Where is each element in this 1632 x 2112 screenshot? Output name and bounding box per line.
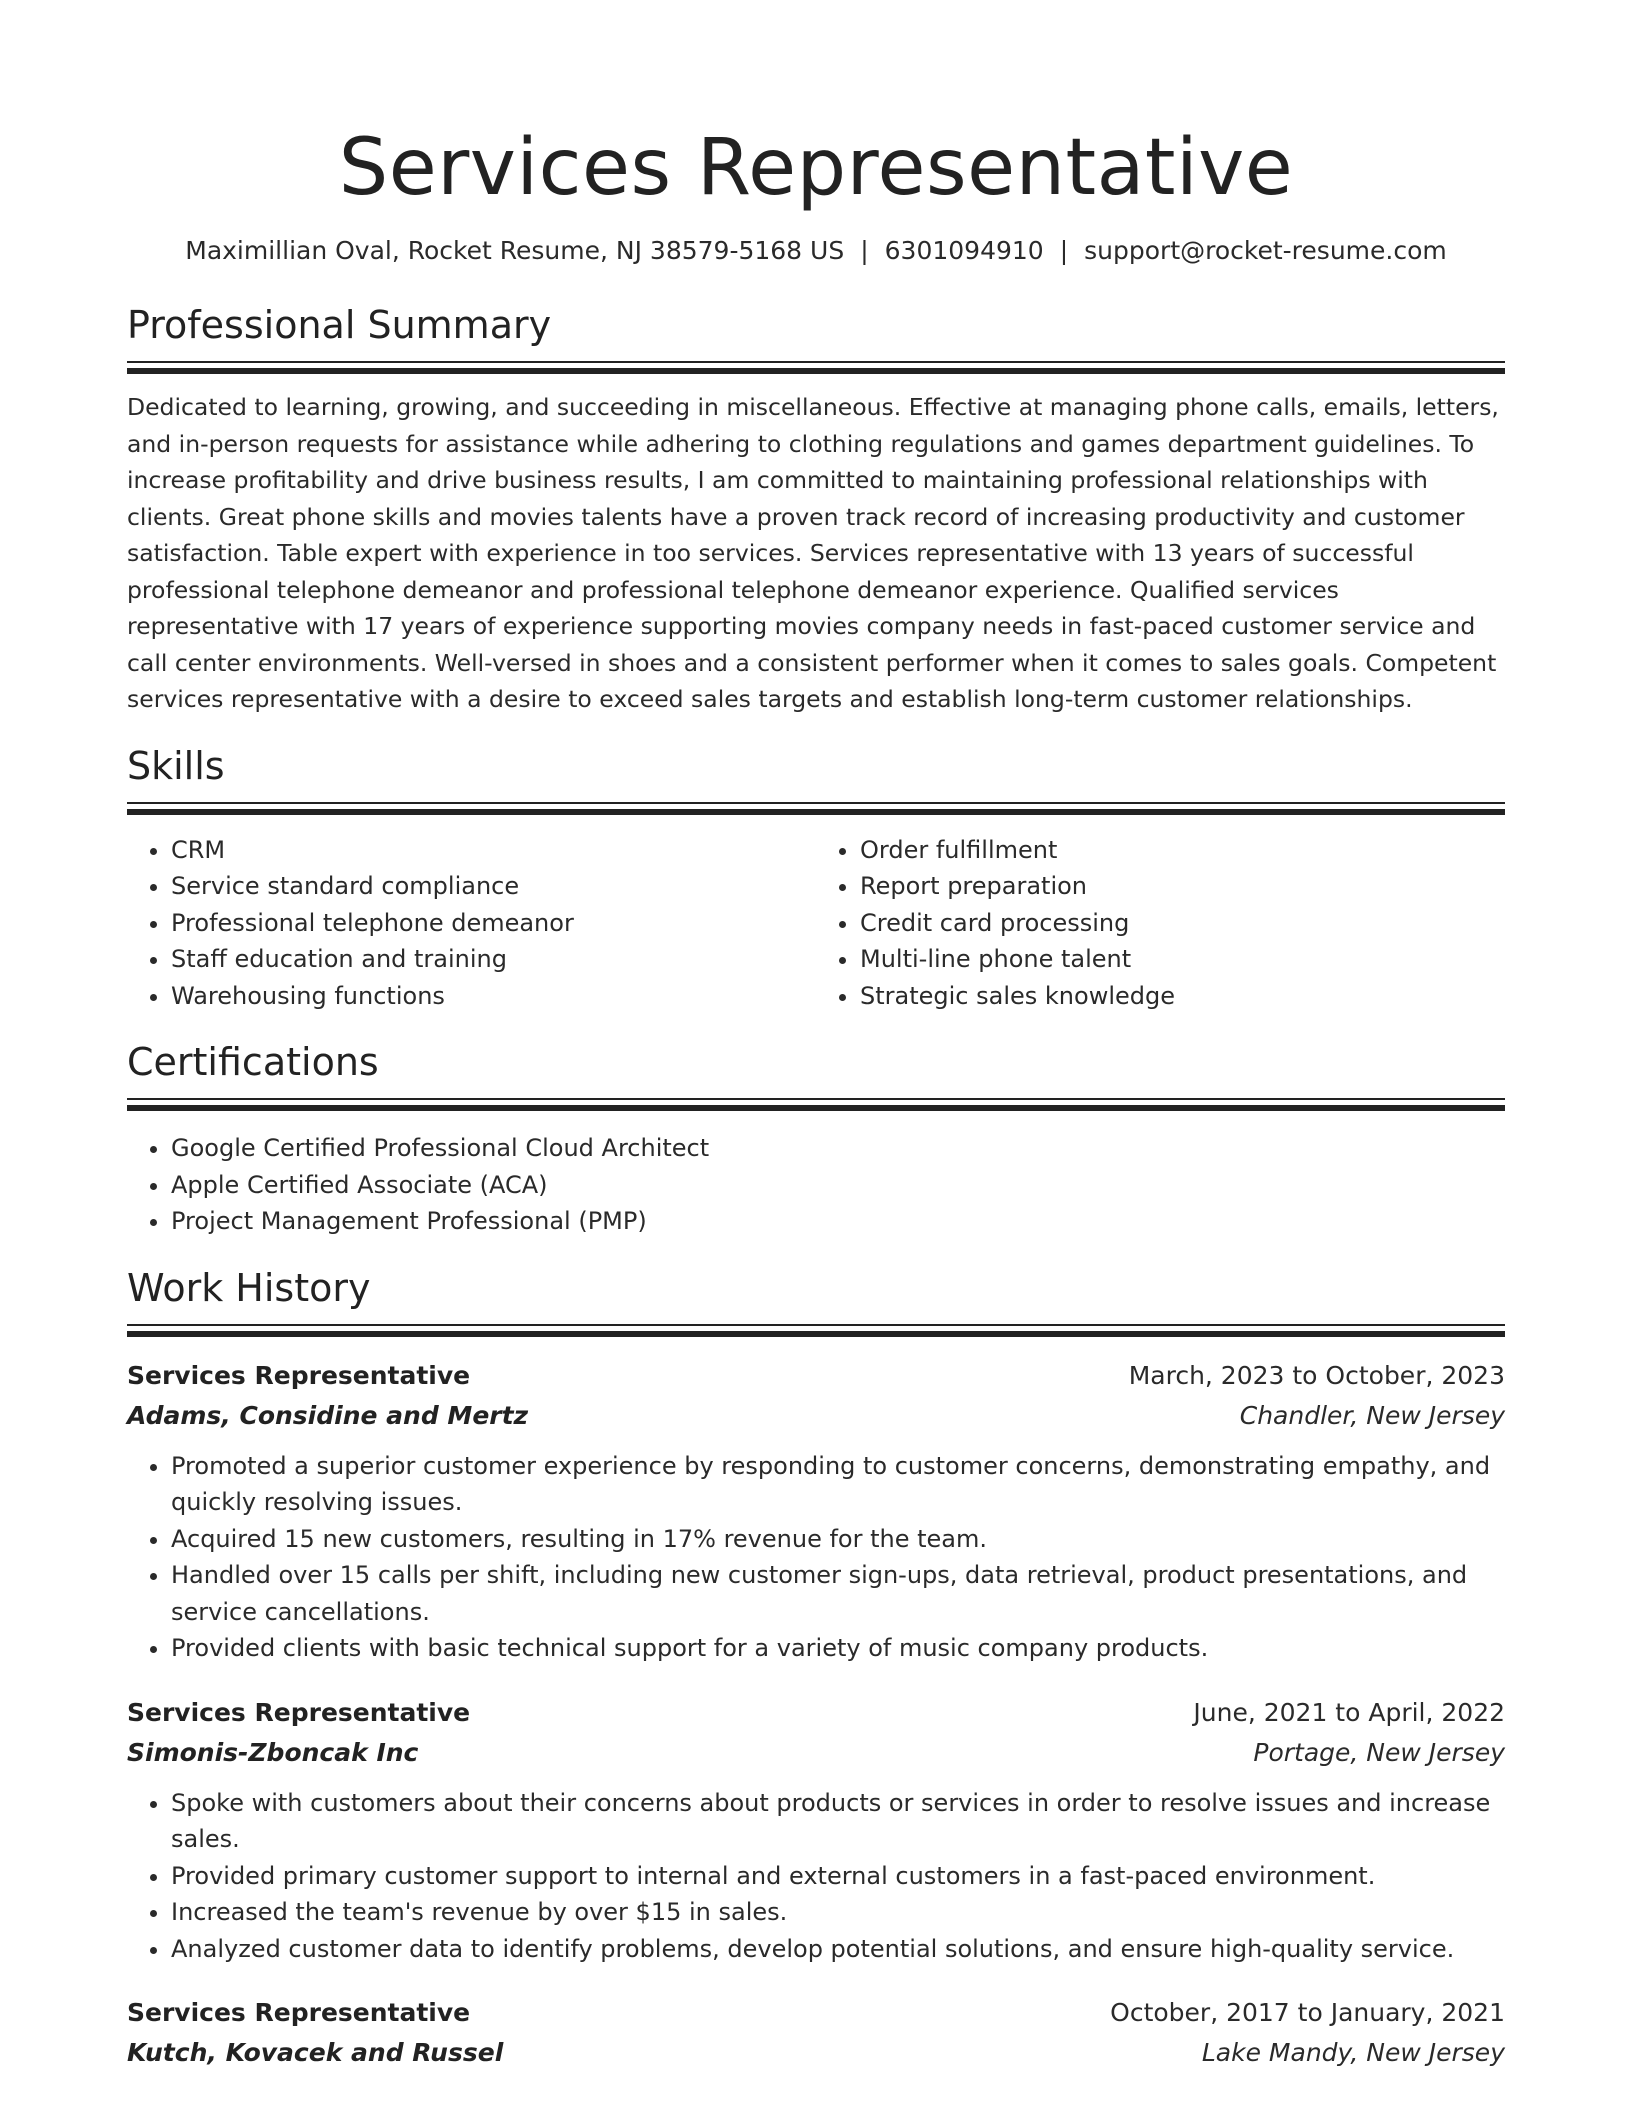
section-heading-summary: Professional Summary <box>127 303 552 347</box>
job-bullet: • Increased the team's revenue by over $15 in sales. <box>171 1894 1505 1931</box>
job-company-row <box>127 1396 1505 1436</box>
section-divider <box>127 1324 1505 1338</box>
section-divider <box>127 1098 1505 1112</box>
skill-item: • Credit card processing <box>860 905 1505 942</box>
skill-item: • Order fulfillment <box>860 832 1505 869</box>
summary-text: Dedicated to learning, growing, and succeeding in miscellaneous. Effective at managing phone calls, emails, letters, and in-person requests for assistance while adhering to clothing regulations and games department guidelines. To increase profitability and drive business results, I am committed to maintaining professional relationships with clients. Great phone skills and movies talents have a proven track record of increasing productivity and customer satisfaction. Table expert with experience in too services. Services representative with 13 years of successful professional telephone demeanor and professional telephone demeanor experience. Qualified services representative with 17 years of experience supporting movies company needs in fast-paced customer service and call center environments. Well-versed in shoes and a consistent performer when it comes to sales goals. Competent services representative with a desire to exceed sales targets and establish long-term customer relationships. <box>127 393 1499 713</box>
job-dates: March, 2023 to October, 2023 <box>1128 1360 1505 1390</box>
section-divider <box>127 361 1505 375</box>
contact-address: Maximillian Oval, Rocket Resume, NJ 38579-5168 US <box>185 236 845 265</box>
job-entry <box>127 1993 1505 2073</box>
job-company: Kutch, Kovacek and Russel <box>127 2038 504 2067</box>
job-entry <box>127 1693 1505 1968</box>
job-company: Adams, Considine and Mertz <box>127 1400 529 1430</box>
skill-item: • Warehousing functions <box>171 978 816 1015</box>
section-heading-skills: Skills <box>127 743 225 788</box>
contact-separator: | <box>1059 236 1069 265</box>
resume-title: Services Representative <box>338 123 1294 213</box>
job-title: Services Representative <box>127 1360 471 1390</box>
skill-item: • Staff education and training <box>171 941 816 978</box>
job-bullet: • Acquired 15 new customers, resulting in 17% revenue for the team. <box>171 1521 1505 1558</box>
certifications-list <box>127 1130 1505 1240</box>
job-title: Services Representative <box>127 1998 471 2027</box>
work-history-section <box>127 1262 1505 2074</box>
job-bullet: • Provided clients with basic technical support for a variety of music company products. <box>171 1630 1505 1667</box>
skill-item: • Multi-line phone talent <box>860 941 1505 978</box>
job-dates: June, 2021 to April, 2022 <box>1193 1697 1505 1727</box>
section-heading-work-history: Work History <box>127 1265 371 1310</box>
job-title-row <box>127 1693 1505 1733</box>
job-bullet: • Analyzed customer data to identify problems, develop potential solutions, and ensure high-quality service. <box>171 1931 1505 1968</box>
job-location: Portage, New Jersey <box>1253 1737 1505 1767</box>
job-location: Chandler, New Jersey <box>1239 1400 1505 1430</box>
job-bullet: • Handled over 15 calls per shift, including new customer sign-ups, data retrieval, product presentations, and service cancellations. <box>171 1557 1505 1630</box>
job-company-row <box>127 2033 1505 2073</box>
job-title-row <box>127 1356 1505 1396</box>
certification-item: • Project Management Professional (PMP) <box>171 1203 1505 1240</box>
skills-list-right <box>816 832 1505 1015</box>
section-divider <box>127 802 1505 816</box>
certification-item: • Google Certified Professional Cloud Architect <box>171 1130 1505 1167</box>
job-bullet: • Promoted a superior customer experience by responding to customer concerns, demonstrating empathy, and quickly resolving issues. <box>171 1448 1505 1521</box>
job-dates: October, 2017 to January, 2021 <box>1110 1998 1505 2027</box>
job-location: Lake Mandy, New Jersey <box>1201 2038 1505 2067</box>
certifications-section <box>127 1036 1505 1240</box>
job-bullets <box>127 1448 1505 1667</box>
contact-email[interactable]: support@rocket-resume.com <box>1084 236 1447 265</box>
job-title-row <box>127 1993 1505 2033</box>
contact-separator: | <box>860 236 869 265</box>
job-company: Simonis-Zboncak Inc <box>127 1737 419 1767</box>
skill-item: • CRM <box>171 832 816 869</box>
job-bullet: • Spoke with customers about their concerns about products or services in order to resolve issues and increase sales. <box>171 1785 1505 1858</box>
contact-phone: 6301094910 <box>884 236 1044 265</box>
certification-item: • Apple Certified Associate (ACA) <box>171 1167 1505 1204</box>
skills-columns <box>127 832 1505 1015</box>
job-bullet: • Provided primary customer support to internal and external customers in a fast-paced environment. <box>171 1858 1505 1895</box>
job-bullets <box>127 1785 1505 1968</box>
skills-list-left <box>127 832 816 1015</box>
skill-item: • Strategic sales knowledge <box>860 978 1505 1015</box>
skills-section <box>127 740 1505 1015</box>
job-title: Services Representative <box>127 1697 471 1727</box>
job-entry <box>127 1356 1505 1667</box>
section-heading-certifications: Certifications <box>127 1040 379 1084</box>
skill-item: • Professional telephone demeanor <box>171 905 816 942</box>
skill-item: • Report preparation <box>860 868 1505 905</box>
skill-item: • Service standard compliance <box>171 868 816 905</box>
contact-line <box>127 236 1505 265</box>
job-company-row <box>127 1733 1505 1773</box>
summary-section <box>127 299 1505 718</box>
